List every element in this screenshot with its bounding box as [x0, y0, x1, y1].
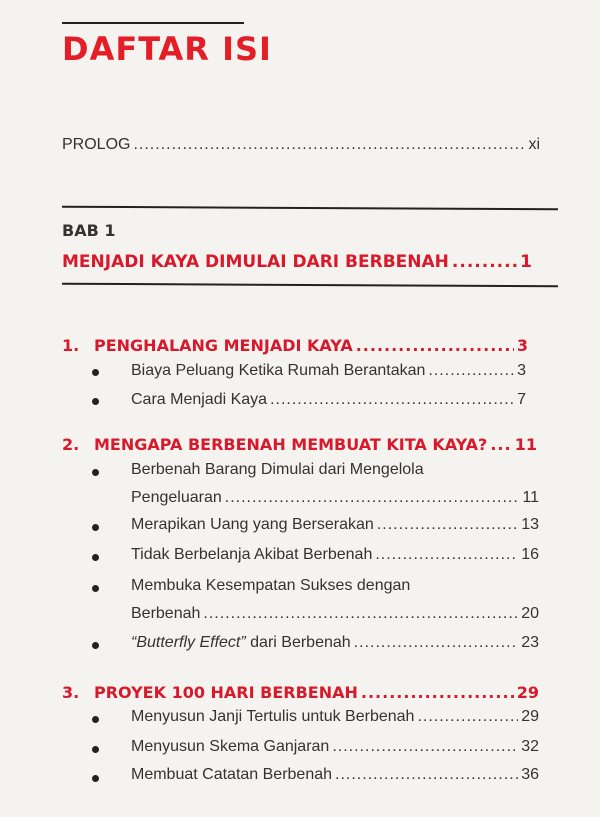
item-page: 36	[521, 766, 539, 783]
top-rule	[62, 22, 244, 24]
bullet-icon	[92, 642, 99, 649]
item-page: 16	[521, 546, 539, 563]
leader-dots	[332, 738, 518, 756]
item-title: dari Berbenah	[245, 634, 351, 651]
bullet-icon	[92, 716, 99, 723]
leader-dots	[270, 391, 514, 409]
leader-dots	[428, 362, 514, 380]
item-page: 29	[521, 708, 539, 725]
section-divider	[62, 283, 558, 288]
toc-section-3[interactable]	[62, 683, 539, 702]
item-title: Merapikan Uang yang Berserakan	[131, 516, 374, 533]
item-title: Biaya Peluang Ketika Rumah Berantakan	[131, 362, 426, 379]
toc-item[interactable]	[131, 708, 539, 726]
leader-dots	[354, 634, 519, 652]
section-number: 1.	[62, 336, 80, 355]
toc-item[interactable]	[131, 362, 526, 380]
chapter-label: BAB 1	[62, 221, 116, 240]
page-title: DAFTAR ISI	[62, 30, 272, 68]
toc-item[interactable]	[131, 546, 539, 564]
bullet-icon	[92, 524, 99, 531]
section-title: PROYEK 100 HARI BERBENAH	[94, 683, 358, 702]
item-title-line1: Membuka Kesempatan Sukses dengan	[131, 577, 411, 594]
section-title: MENGAPA BERBENAH MEMBUAT KITA KAYA?	[94, 435, 488, 454]
bullet-icon	[92, 369, 99, 376]
leader-dots	[335, 766, 518, 784]
bullet-icon	[92, 775, 99, 782]
item-title: Membuat Catatan Berbenah	[131, 766, 333, 783]
item-page: 23	[521, 634, 539, 651]
toc-item[interactable]	[131, 391, 526, 409]
item-title: Pengeluaran	[131, 489, 222, 506]
section-page: 11	[514, 435, 537, 454]
leader-dots	[417, 708, 518, 726]
toc-item[interactable]	[131, 634, 539, 652]
leader-dots	[490, 435, 511, 454]
leader-dots	[203, 605, 518, 623]
bullet-icon	[92, 398, 99, 405]
toc-section-2[interactable]	[62, 435, 537, 454]
item-title-italic: “Butterfly Effect”	[131, 634, 246, 651]
bullet-icon	[92, 746, 99, 753]
toc-item[interactable]	[131, 516, 539, 534]
prolog-label: PROLOG	[62, 136, 131, 153]
chapter-page: 1	[520, 252, 532, 272]
toc-item[interactable]	[131, 605, 539, 623]
section-page: 29	[516, 683, 539, 702]
leader-dots	[133, 136, 525, 154]
leader-dots	[375, 546, 518, 564]
leader-dots	[377, 516, 518, 534]
toc-item[interactable]	[131, 766, 539, 784]
toc-item[interactable]	[131, 738, 539, 756]
item-page: 32	[521, 738, 539, 755]
section-title: PENGHALANG MENJADI KAYA	[94, 336, 353, 355]
item-page: 13	[521, 516, 539, 533]
section-number: 3.	[62, 683, 80, 702]
toc-item[interactable]	[131, 489, 539, 507]
leader-dots	[225, 489, 520, 507]
item-title-line1: Berbenah Barang Dimulai dari Mengelola	[131, 461, 424, 478]
toc-section-1[interactable]	[62, 336, 528, 355]
item-page: 3	[517, 362, 526, 379]
item-title: Menyusun Janji Tertulis untuk Berbenah	[131, 708, 415, 725]
bullet-icon	[92, 469, 99, 476]
item-title: Menyusun Skema Ganjaran	[131, 738, 330, 755]
section-number: 2.	[62, 435, 80, 454]
section-page: 3	[516, 336, 528, 355]
leader-dots	[356, 336, 514, 355]
bullet-icon	[92, 554, 99, 561]
item-page: 11	[522, 489, 539, 506]
leader-dots	[361, 683, 514, 702]
item-title: Berbenah	[131, 605, 201, 622]
item-page: 20	[521, 605, 539, 622]
section-divider	[62, 206, 558, 211]
chapter-title: MENJADI KAYA DIMULAI DARI BERBENAH	[62, 252, 449, 272]
item-title: Tidak Berbelanja Akibat Berbenah	[131, 546, 373, 563]
toc-entry-chapter-1[interactable]	[62, 252, 532, 272]
item-page: 7	[517, 391, 526, 408]
item-title: Cara Menjadi Kaya	[131, 391, 268, 408]
bullet-icon	[92, 585, 99, 592]
prolog-page: xi	[528, 136, 540, 153]
toc-entry-prolog[interactable]	[62, 136, 540, 154]
leader-dots	[452, 252, 517, 272]
